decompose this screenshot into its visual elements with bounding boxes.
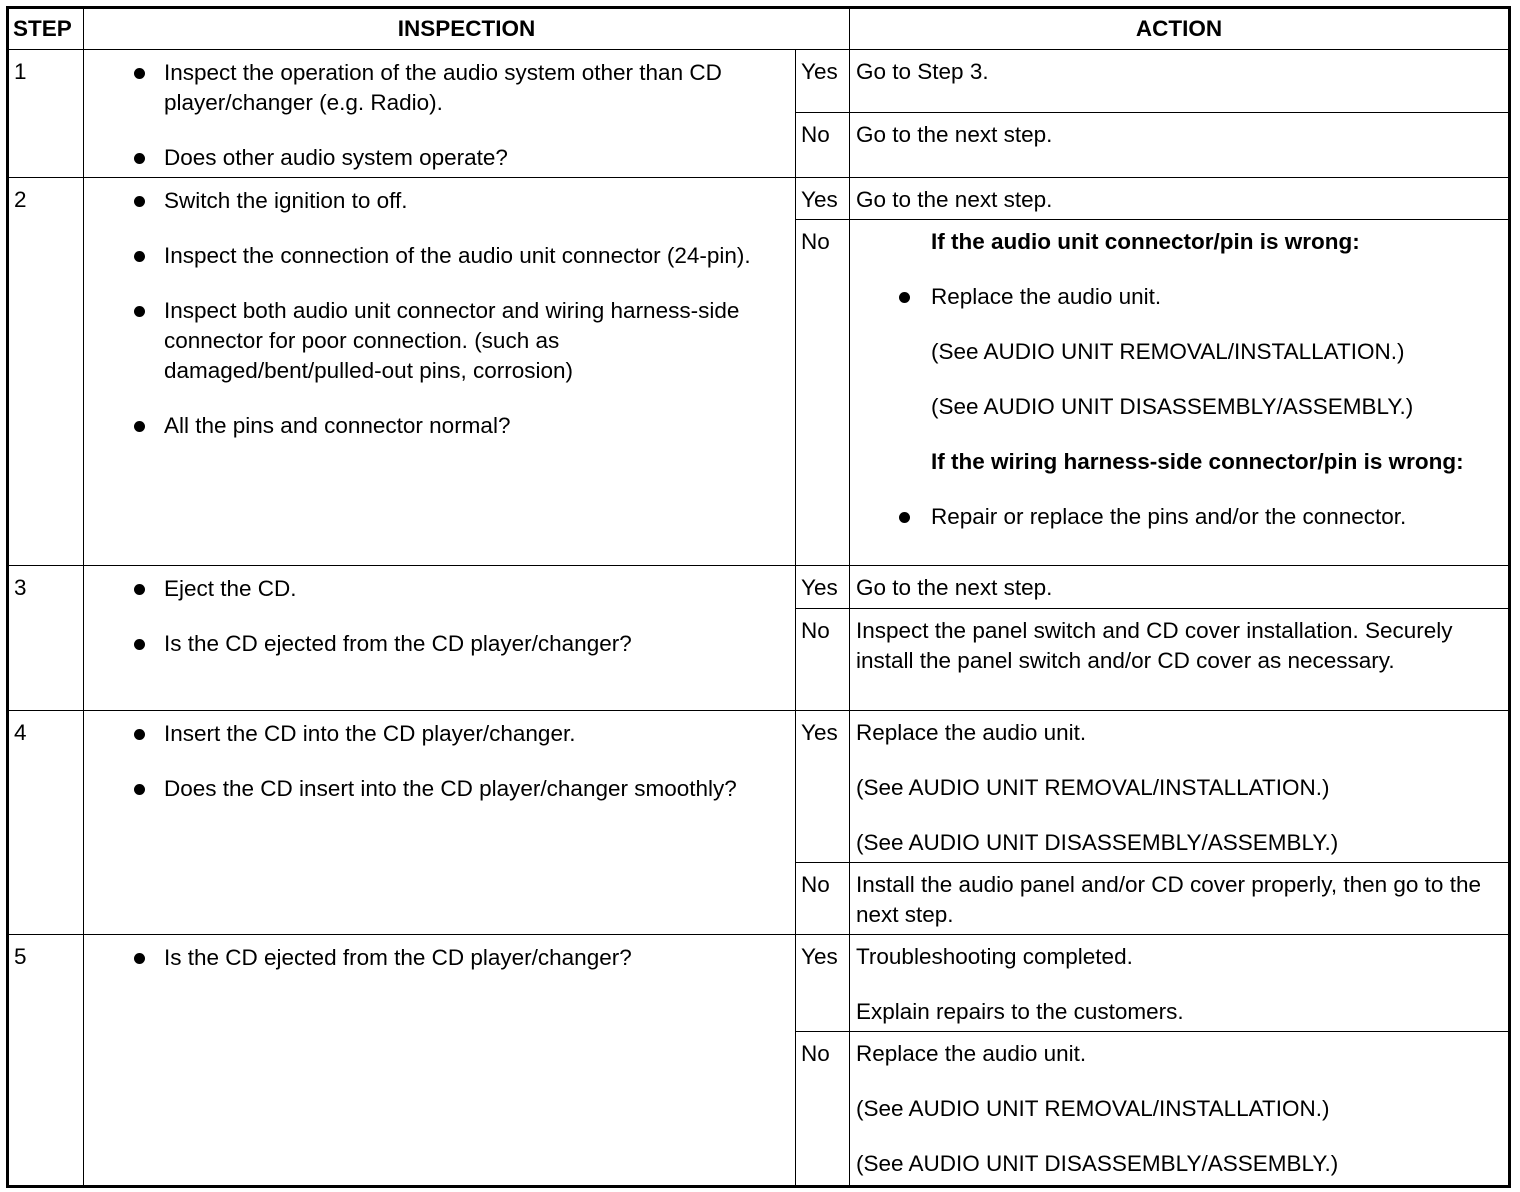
inspection-cell — [84, 178, 796, 566]
reference-text: (See AUDIO UNIT REMOVAL/INSTALLATION.) — [856, 775, 1330, 800]
inspection-item: Is the CD ejected from the CD player/changer? — [84, 629, 765, 659]
action-cell — [850, 935, 1510, 1032]
yes-label: Yes — [796, 50, 850, 113]
step-3-yes-row — [8, 566, 1510, 609]
reference-text: (See AUDIO UNIT DISASSEMBLY/ASSEMBLY.) — [856, 1151, 1339, 1176]
action-text: Replace the audio unit. — [856, 720, 1087, 745]
action-text: Inspect the panel switch and CD cover installation. Securely install the panel switch and/or CD cover as necessary. — [856, 618, 1453, 673]
inspection-item: Switch the ignition to off. — [84, 186, 765, 216]
action-text: Go to Step 3. — [856, 59, 989, 84]
action-cell — [850, 1032, 1510, 1187]
inspection-item: Inspect the connection of the audio unit connector (24-pin). — [84, 241, 765, 271]
action-text: Troubleshooting completed. — [856, 944, 1133, 969]
action-text: Go to the next step. — [856, 575, 1053, 600]
yes-label: Yes — [796, 178, 850, 220]
no-label: No — [796, 609, 850, 711]
yes-label: Yes — [796, 935, 850, 1032]
step-2-yes-row — [8, 178, 1510, 220]
condition-heading: If the audio unit connector/pin is wrong: — [931, 229, 1360, 254]
step-number: 4 — [8, 711, 84, 935]
inspection-item: Does other audio system operate? — [84, 143, 765, 173]
inspection-item: Is the CD ejected from the CD player/changer? — [84, 943, 765, 973]
action-cell — [850, 566, 1510, 609]
action-cell — [850, 113, 1510, 178]
step-number: 3 — [8, 566, 84, 711]
step-5-yes-row — [8, 935, 1510, 1032]
reference-text: (See AUDIO UNIT REMOVAL/INSTALLATION.) — [856, 1096, 1330, 1121]
action-bullet: Replace the audio unit. — [856, 282, 1500, 312]
step-number: 5 — [8, 935, 84, 1187]
header-row — [8, 8, 1510, 50]
step-number: 2 — [8, 178, 84, 566]
action-bullet: Repair or replace the pins and/or the connector. — [856, 502, 1500, 532]
reference-text: (See AUDIO UNIT DISASSEMBLY/ASSEMBLY.) — [931, 394, 1414, 419]
inspection-item: Inspect both audio unit connector and wiring harness-side connector for poor connection. (such as damaged/bent/pulled-out pins, corrosion) — [84, 296, 765, 386]
inspection-item: Insert the CD into the CD player/changer. — [84, 719, 765, 749]
step-number: 1 — [8, 50, 84, 178]
no-label: No — [796, 1032, 850, 1187]
inspection-item: Eject the CD. — [84, 574, 765, 604]
action-text: Explain repairs to the customers. — [856, 999, 1184, 1024]
step-1-yes-row — [8, 50, 1510, 113]
reference-text: (See AUDIO UNIT REMOVAL/INSTALLATION.) — [931, 339, 1405, 364]
inspection-item: All the pins and connector normal? — [84, 411, 765, 441]
inspection-item: Inspect the operation of the audio system other than CD player/changer (e.g. Radio). — [84, 58, 765, 118]
step-4-yes-row — [8, 711, 1510, 863]
action-text: Install the audio panel and/or CD cover properly, then go to the next step. — [856, 872, 1481, 927]
action-header: ACTION — [850, 8, 1510, 50]
action-text: Go to the next step. — [856, 187, 1053, 212]
inspection-header: INSPECTION — [84, 8, 850, 50]
no-label: No — [796, 113, 850, 178]
step-header: STEP — [8, 8, 84, 50]
action-cell — [850, 609, 1510, 711]
action-cell — [850, 220, 1510, 566]
action-cell — [850, 50, 1510, 113]
inspection-item: Does the CD insert into the CD player/changer smoothly? — [84, 774, 765, 804]
action-text: Go to the next step. — [856, 122, 1053, 148]
no-label: No — [796, 863, 850, 935]
reference-text: (See AUDIO UNIT DISASSEMBLY/ASSEMBLY.) — [856, 830, 1339, 855]
action-cell — [850, 711, 1510, 863]
inspection-cell — [84, 935, 796, 1187]
condition-heading: If the wiring harness-side connector/pin is wrong: — [931, 449, 1464, 474]
yes-label: Yes — [796, 566, 850, 609]
no-label: No — [796, 220, 850, 566]
inspection-cell — [84, 711, 796, 935]
troubleshooting-table — [6, 6, 1511, 1188]
action-cell — [850, 863, 1510, 935]
yes-label: Yes — [796, 711, 850, 863]
inspection-cell — [84, 50, 796, 178]
action-cell — [850, 178, 1510, 220]
inspection-cell — [84, 566, 796, 711]
action-text: Replace the audio unit. — [856, 1041, 1087, 1066]
